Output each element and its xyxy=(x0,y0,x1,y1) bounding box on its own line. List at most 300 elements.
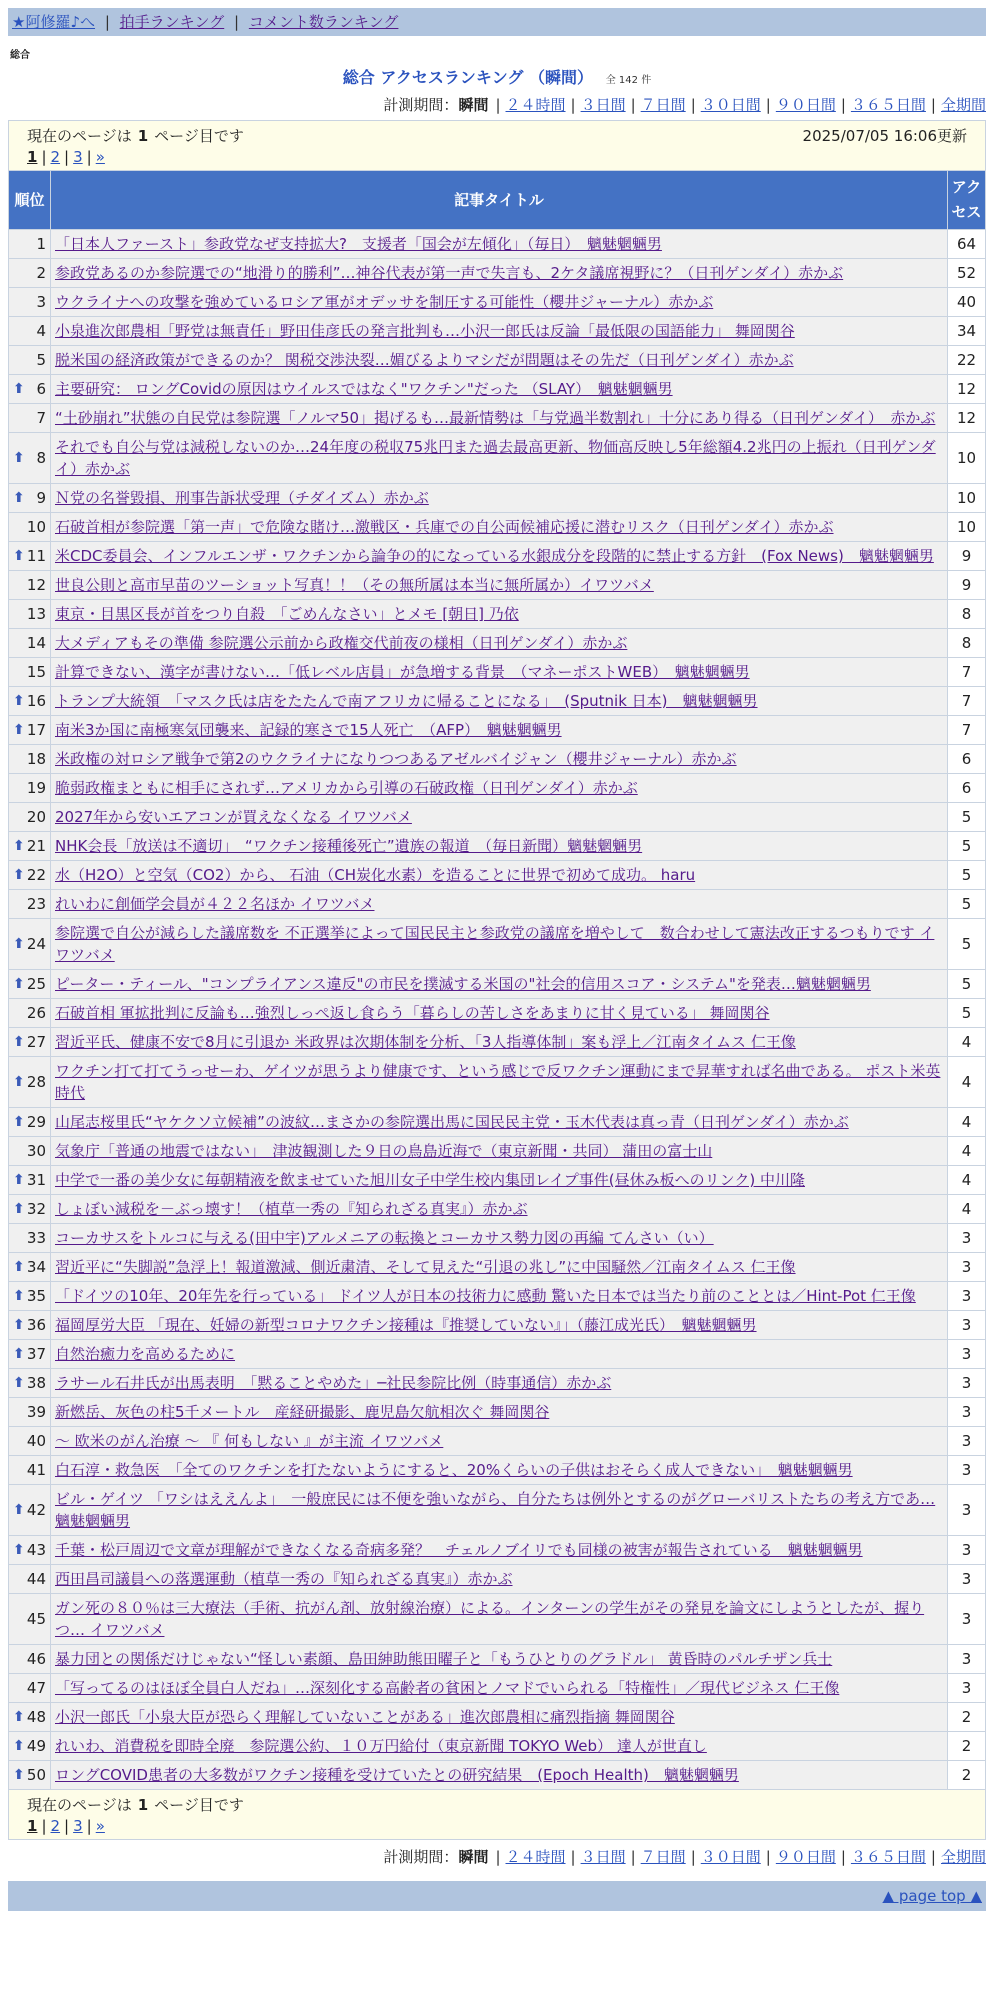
article-link[interactable]: 新燃岳、灰色の柱5千メートル 産経研撮影、鹿児島欠航相次ぐ 舞岡関谷 xyxy=(55,1403,550,1421)
rank-cell xyxy=(9,716,51,745)
table-row xyxy=(9,600,986,629)
rank-number: 23 xyxy=(26,895,46,913)
period-option-5[interactable]: ３６５日間 xyxy=(850,96,926,114)
rank-cell xyxy=(9,1761,51,1790)
article-link[interactable]: ガン死の８０％は三大療法（手術、抗がん剤、放射線治療）による。インターンの学生がその発見を論文にしようとしたが、握りつ… イワツバメ xyxy=(55,1599,925,1639)
table-row xyxy=(9,317,986,346)
rank-cell xyxy=(9,687,51,716)
period-option-5[interactable]: ３６５日間 xyxy=(850,1848,926,1866)
rank-cell xyxy=(9,1028,51,1057)
table-row xyxy=(9,919,986,970)
current-page-text xyxy=(27,125,244,146)
rank-number: 26 xyxy=(26,1004,46,1022)
title-cell xyxy=(51,1166,948,1195)
pager-separator: | xyxy=(86,1817,92,1835)
article-link[interactable]: 参院選で自公が減らした議席数を 不正選挙によって国民民主と参政党の議席を増やして 数合わせして憲法改正するつもりです イワツバメ xyxy=(55,924,935,964)
rank-number: 31 xyxy=(26,1171,46,1189)
access-count: 9 xyxy=(947,571,985,600)
access-count: 4 xyxy=(947,1195,985,1224)
bottom-bar xyxy=(8,1881,986,1911)
article-link[interactable]: 大メディアもその準備 参院選公示前から政権交代前夜の様相（日刊ゲンダイ）赤かぶ xyxy=(55,634,628,652)
period-label: 計測期間： xyxy=(383,1848,459,1866)
title-cell xyxy=(51,774,948,803)
table-row xyxy=(9,970,986,999)
pager-separator: | xyxy=(41,148,47,166)
article-link[interactable]: 世良公則と高市早苗のツーショット写真！！（その無所属は本当に無所属か）イワツバメ xyxy=(55,576,654,594)
table-row xyxy=(9,404,986,433)
title-cell xyxy=(51,404,948,433)
table-row xyxy=(9,1224,986,1253)
article-link[interactable]: “土砂崩れ”状態の自民党は参院選「ノルマ50」掲げるも…最新情勢は「与党過半数割れ」十分にあり得る（日刊ゲンダイ） 赤かぶ xyxy=(55,409,936,427)
article-link[interactable]: ウクライナへの攻撃を強めているロシア軍がオデッサを制圧する可能性（櫻井ジャーナル）赤かぶ xyxy=(55,293,714,311)
article-link[interactable]: 脆弱政権まともに相手にされず…アメリカから引導の石破政権（日刊ゲンダイ）赤かぶ xyxy=(55,779,638,797)
article-link[interactable]: ワクチン打て打てうっせーわ、ゲイツが思うより健康です、という感じで反ワクチン運動にまで昇華すれば名曲である。 ポスト米英時代 xyxy=(55,1062,941,1102)
title-cell xyxy=(51,1674,948,1703)
page-info-row-bottom xyxy=(9,1790,986,1840)
article-link[interactable]: ～ 欧米のがん治療 ～ 『 何もしない 』が主流 イワツバメ xyxy=(55,1432,444,1450)
article-link[interactable]: 米CDC委員会、インフルエンザ・ワクチンから論争の的になっている水銀成分を段階的に禁止する方針 (Fox News) 魑魅魍魎男 xyxy=(55,547,934,565)
access-count: 3 xyxy=(947,1224,985,1253)
table-row xyxy=(9,1253,986,1282)
page-suffix: ページ目です xyxy=(154,1796,244,1814)
rank-cell xyxy=(9,375,51,404)
title-cell xyxy=(51,1485,948,1536)
period-selector xyxy=(8,94,986,115)
access-count: 3 xyxy=(947,1565,985,1594)
access-count: 3 xyxy=(947,1340,985,1369)
rank-up-arrow-icon: ⬆ xyxy=(13,867,25,883)
article-link[interactable]: 山尾志桜里氏“ヤケクソ立候補”の波紋…まさかの参院選出馬に国民民主党・玉木代表は真っ青（日刊ゲンダイ）赤かぶ xyxy=(55,1113,849,1131)
section-label: 総合 xyxy=(10,50,30,61)
rank-up-arrow-icon: ⬆ xyxy=(13,1542,25,1558)
article-link[interactable]: 石破首相が参院選「第一声」で危険な賭け…激戦区・兵庫での自公両候補応援に潜むリスク（日刊ゲンダイ）赤かぶ xyxy=(55,518,834,536)
access-count: 9 xyxy=(947,542,985,571)
rank-number: 1 xyxy=(36,235,46,253)
rank-up-arrow-icon: ⬆ xyxy=(13,1709,25,1725)
rank-number: 5 xyxy=(36,351,46,369)
article-link[interactable]: 自然治癒力を高めるために xyxy=(55,1345,236,1363)
article-link[interactable]: れいわ、消費税を即時全廃 参院選公約、１０万円給付（東京新聞 TOKYO Web） 達人が世直し xyxy=(55,1737,707,1755)
rank-number: 32 xyxy=(26,1200,46,1218)
table-row xyxy=(9,999,986,1028)
rank-up-arrow-icon: ⬆ xyxy=(13,1114,25,1130)
title-cell xyxy=(51,919,948,970)
rank-cell xyxy=(9,1253,51,1282)
article-link[interactable]: 水（H2O）と空気（CO2）から、 石油（CH炭化水素）を造ることに世界で初めて成功。 haru xyxy=(55,866,696,884)
rank-cell xyxy=(9,1485,51,1536)
article-link[interactable]: 主要研究： ロングCovidの原因はウイルスではなく"ワクチン"だった （SLAY） 魑魅魍魎男 xyxy=(55,380,673,398)
article-link[interactable]: Ｎ党の名誉毀損、刑事告訴状受理（チダイズム）赤かぶ xyxy=(55,489,429,507)
table-row xyxy=(9,1398,986,1427)
period-separator: | xyxy=(690,1848,696,1866)
access-count: 5 xyxy=(947,999,985,1028)
pager-link-3[interactable]: 3 xyxy=(73,148,83,166)
table-row xyxy=(9,1311,986,1340)
access-count: 3 xyxy=(947,1456,985,1485)
comment-ranking-link[interactable]: コメント数ランキング xyxy=(248,13,399,31)
rank-number: 9 xyxy=(36,489,46,507)
table-row xyxy=(9,1028,986,1057)
current-page-number: 1 xyxy=(137,1796,149,1814)
access-count: 12 xyxy=(947,404,985,433)
rank-number: 16 xyxy=(26,692,46,710)
title-cell xyxy=(51,999,948,1028)
access-count: 5 xyxy=(947,861,985,890)
rank-up-arrow-icon: ⬆ xyxy=(13,548,25,564)
article-link[interactable]: それでも自公与党は減税しないのか…24年度の税収75兆円また過去最高更新、物価高反映し5年総額4.2兆円の上振れ（日刊ゲンダイ）赤かぶ xyxy=(55,438,936,478)
access-count: 5 xyxy=(947,803,985,832)
access-count: 8 xyxy=(947,600,985,629)
article-link[interactable]: ピーター・ティール、"コンプライアンス違反"の市民を撲滅する米国の"社会的信用スコア・システム"を発表…魑魅魍魎男 xyxy=(55,975,871,993)
rank-number: 34 xyxy=(26,1258,46,1276)
article-link[interactable]: 中学で一番の美少女に毎朝精液を飲ませていた旭川女子中学生校内集団レイプ事件(昼休み板へのリンク) 中川隆 xyxy=(55,1171,805,1189)
rank-cell xyxy=(9,1311,51,1340)
article-link[interactable]: 小沢一郎氏「小泉大臣が恐らく理解していないことがある」進次郎農相に痛烈指摘 舞岡関谷 xyxy=(55,1708,675,1726)
article-link[interactable]: 白石淳・救急医 「全てのワクチンを打たないようにすると、20%くらいの子供はおそらく成人できない」 魑魅魍魎男 xyxy=(55,1461,853,1479)
current-page-text xyxy=(27,1794,244,1815)
access-count: 10 xyxy=(947,433,985,484)
nav-separator: | xyxy=(104,13,110,31)
table-row xyxy=(9,571,986,600)
rank-up-arrow-icon: ⬆ xyxy=(13,693,25,709)
rank-cell xyxy=(9,346,51,375)
access-count: 34 xyxy=(947,317,985,346)
article-link[interactable]: 米政権の対ロシア戦争で第2のウクライナになりつつあるアゼルバイジャン（櫻井ジャーナル）赤かぶ xyxy=(55,750,737,768)
table-row xyxy=(9,1485,986,1536)
period-separator: | xyxy=(840,96,846,114)
home-link[interactable]: ★阿修羅♪へ xyxy=(12,13,96,31)
rank-cell xyxy=(9,1398,51,1427)
rank-number: 19 xyxy=(26,779,46,797)
rank-cell xyxy=(9,433,51,484)
access-count: 5 xyxy=(947,890,985,919)
access-count: 3 xyxy=(947,1674,985,1703)
title-cell xyxy=(51,1028,948,1057)
rank-cell xyxy=(9,1137,51,1166)
rank-cell xyxy=(9,1340,51,1369)
rank-up-arrow-icon: ⬆ xyxy=(13,1074,25,1090)
title-cell xyxy=(51,484,948,513)
table-row xyxy=(9,346,986,375)
rank-cell xyxy=(9,230,51,259)
page-title: 総合 アクセスランキング （瞬間） xyxy=(342,68,593,87)
article-link[interactable]: 千葉・松戸周辺で文章が理解ができなくなる奇病多発？ チェルノブイリでも同様の被害が報告されている 魑魅魍魎男 xyxy=(55,1541,863,1559)
title-cell xyxy=(51,571,948,600)
period-option-3[interactable]: ３０日間 xyxy=(700,1848,761,1866)
rank-up-arrow-icon: ⬆ xyxy=(13,1375,25,1391)
rank-number: 7 xyxy=(36,409,46,427)
rank-cell xyxy=(9,1057,51,1108)
rank-up-arrow-icon: ⬆ xyxy=(13,838,25,854)
title-cell xyxy=(51,317,948,346)
table-row xyxy=(9,1369,986,1398)
table-row xyxy=(9,259,986,288)
rank-number: 2 xyxy=(36,264,46,282)
article-link[interactable]: 「ドイツの10年、20年先を行っている」 ドイツ人が日本の技術力に感動 驚いた日本では当たり前のこととは／Hint-Pot 仁王像 xyxy=(55,1287,916,1305)
rank-number: 50 xyxy=(26,1766,46,1784)
access-count: 4 xyxy=(947,1028,985,1057)
rank-cell xyxy=(9,259,51,288)
table-row xyxy=(9,1282,986,1311)
article-link[interactable]: コーカサスをトルコに与える(田中宇)アルメニアの転換とコーカサス勢力図の再編 てんさい（い） xyxy=(55,1229,714,1247)
updated-timestamp: 2025/07/05 16:06更新 xyxy=(802,127,967,145)
rank-number: 45 xyxy=(26,1610,46,1628)
period-option-4[interactable]: ９０日間 xyxy=(775,1848,836,1866)
access-count: 7 xyxy=(947,687,985,716)
header-rank: 順位 xyxy=(9,171,51,230)
access-count: 6 xyxy=(947,745,985,774)
access-count: 3 xyxy=(947,1398,985,1427)
table-row xyxy=(9,1645,986,1674)
title-cell xyxy=(51,600,948,629)
table-row xyxy=(9,1427,986,1456)
title-cell xyxy=(51,716,948,745)
title-cell xyxy=(51,1057,948,1108)
access-count: 5 xyxy=(947,832,985,861)
ranking-table xyxy=(8,120,986,1840)
rank-cell xyxy=(9,1732,51,1761)
access-count: 4 xyxy=(947,1057,985,1108)
header-access: アクセス xyxy=(947,171,985,230)
rank-up-arrow-icon: ⬆ xyxy=(13,1502,25,1518)
rank-cell xyxy=(9,890,51,919)
title-cell xyxy=(51,1224,948,1253)
article-link[interactable]: NHK会長「放送は不適切」 “ワクチン接種後死亡”遺族の報道 （毎日新聞）魑魅魍魎男 xyxy=(55,837,643,855)
pager-link-2[interactable]: 2 xyxy=(50,148,61,166)
article-link[interactable]: 脱米国の経済政策ができるのか？ 関税交渉決裂…媚びるよりマシだが問題はその先だ（日刊ゲンダイ）赤かぶ xyxy=(55,351,794,369)
rank-cell xyxy=(9,1703,51,1732)
rank-cell xyxy=(9,803,51,832)
rank-cell xyxy=(9,658,51,687)
article-link[interactable]: 福岡厚労大臣 「現在、妊婦の新型コロナワクチン接種は『推奨していない』」（藤江成光氏） 魑魅魍魎男 xyxy=(55,1316,757,1334)
table-row xyxy=(9,1456,986,1485)
rank-cell xyxy=(9,1594,51,1645)
period-separator: | xyxy=(930,96,936,114)
access-count: 3 xyxy=(947,1645,985,1674)
rank-up-arrow-icon: ⬆ xyxy=(13,1201,25,1217)
page-suffix: ページ目です xyxy=(154,127,244,145)
pager-link-»[interactable]: » xyxy=(95,148,105,166)
period-option-2[interactable]: ７日間 xyxy=(640,96,686,114)
rank-number: 13 xyxy=(26,605,46,623)
table-row xyxy=(9,1565,986,1594)
title-cell xyxy=(51,861,948,890)
article-link[interactable]: 習近平に“失脚説”急浮上！報道激減、側近粛清、そして見えた“引退の兆し”に中国騒然／江南タイムス 仁王像 xyxy=(55,1258,796,1276)
title-cell xyxy=(51,1427,948,1456)
rank-cell xyxy=(9,404,51,433)
rank-up-arrow-icon: ⬆ xyxy=(13,1738,25,1754)
access-count: 3 xyxy=(947,1536,985,1565)
page-top-link[interactable]: ▲ page top ▲ xyxy=(882,1887,982,1905)
period-option-1[interactable]: ３日間 xyxy=(580,1848,626,1866)
period-option-2[interactable]: ７日間 xyxy=(640,1848,686,1866)
rank-cell xyxy=(9,1224,51,1253)
access-count: 52 xyxy=(947,259,985,288)
period-option-3[interactable]: ３０日間 xyxy=(700,96,761,114)
rank-cell xyxy=(9,600,51,629)
period-option-4[interactable]: ９０日間 xyxy=(775,96,836,114)
pager-link-3[interactable]: 3 xyxy=(73,1817,83,1835)
article-link[interactable]: 2027年から安いエアコンが買えなくなる イワツバメ xyxy=(55,808,412,826)
title-cell xyxy=(51,890,948,919)
rank-cell xyxy=(9,1536,51,1565)
period-option-1[interactable]: ３日間 xyxy=(580,96,626,114)
access-count: 5 xyxy=(947,970,985,999)
rank-number: 4 xyxy=(36,322,46,340)
pager xyxy=(15,148,979,166)
pager-separator: | xyxy=(64,148,70,166)
table-header xyxy=(9,171,986,230)
rank-number: 43 xyxy=(26,1541,46,1559)
rank-up-arrow-icon: ⬆ xyxy=(13,450,25,466)
rank-cell xyxy=(9,288,51,317)
rank-up-arrow-icon: ⬆ xyxy=(13,722,25,738)
rank-cell xyxy=(9,1427,51,1456)
title-cell xyxy=(51,1311,948,1340)
rank-up-arrow-icon: ⬆ xyxy=(13,1259,25,1275)
table-row xyxy=(9,1108,986,1137)
access-count: 5 xyxy=(947,919,985,970)
access-count: 7 xyxy=(947,658,985,687)
article-link[interactable]: 習近平氏、健康不安で8月に引退か 米政界は次期体制を分析、「3人指導体制」案も浮上／江南タイムス 仁王像 xyxy=(55,1033,796,1051)
article-link[interactable]: ビル・ゲイツ 「ワシはええんよ」 一般庶民には不便を強いながら、自分たちは例外とするのがグローバリストたちの考え方であ… 魑魅魍魎男 xyxy=(55,1490,936,1530)
rank-number: 22 xyxy=(26,866,46,884)
period-separator: | xyxy=(630,96,636,114)
article-link[interactable]: 暴力団との関係だけじゃない“怪しい素顔、島田紳助熊田曜子と「もうひとりのグラドル」 黄昏時のパルチザン兵士 xyxy=(55,1650,833,1668)
title-cell xyxy=(51,745,948,774)
rank-number: 38 xyxy=(26,1374,46,1392)
rank-number: 48 xyxy=(26,1708,46,1726)
article-link[interactable]: 東京・目黒区長が首をつり自殺 「ごめんなさい」とメモ [朝日] 乃依 xyxy=(55,605,519,623)
article-link[interactable]: 気象庁「普通の地震ではない」 津波観測した９日の鳥島近海で（東京新聞・共同） 蒲田の富士山 xyxy=(55,1142,713,1160)
period-option-6[interactable]: 全期間 xyxy=(940,96,986,114)
page-info-row xyxy=(9,121,986,171)
table-row xyxy=(9,230,986,259)
table-row xyxy=(9,288,986,317)
title-cell xyxy=(51,1398,948,1427)
table-row xyxy=(9,1536,986,1565)
rank-number: 17 xyxy=(26,721,46,739)
table-row xyxy=(9,687,986,716)
rank-number: 15 xyxy=(26,663,46,681)
article-link[interactable]: ラサール石井氏が出馬表明 「黙ることやめた」─社民参院比例（時事通信）赤かぶ xyxy=(55,1374,612,1392)
applause-ranking-link[interactable]: 拍手ランキング xyxy=(119,13,225,31)
pager-link-2[interactable]: 2 xyxy=(50,1817,61,1835)
article-link[interactable]: 「日本人ファースト」参政党なぜ支持拡大? 支援者「国会が左傾化」（毎日） 魑魅魍魎男 xyxy=(55,235,662,253)
title-cell xyxy=(51,803,948,832)
table-row xyxy=(9,774,986,803)
rank-number: 30 xyxy=(26,1142,46,1160)
table-row xyxy=(9,1674,986,1703)
rank-number: 14 xyxy=(26,634,46,652)
title-cell xyxy=(51,375,948,404)
article-link[interactable]: トランプ大統領 「マスク氏は店をたたんで南アフリカに帰ることになる」 (Sputnik 日本) 魑魅魍魎男 xyxy=(55,692,758,710)
rank-number: 42 xyxy=(26,1501,46,1519)
period-label: 計測期間： xyxy=(383,96,459,114)
rank-up-arrow-icon: ⬆ xyxy=(13,490,25,506)
rank-number: 21 xyxy=(26,837,46,855)
rank-number: 39 xyxy=(26,1403,46,1421)
rank-up-arrow-icon: ⬆ xyxy=(13,936,25,952)
access-count: 3 xyxy=(947,1369,985,1398)
title-cell xyxy=(51,1703,948,1732)
title-cell xyxy=(51,1340,948,1369)
article-link[interactable]: 南米3か国に南極寒気団襲来、記録的寒さで15人死亡 （AFP） 魑魅魍魎男 xyxy=(55,721,562,739)
period-option-0[interactable]: ２４時間 xyxy=(505,1848,566,1866)
article-link[interactable]: れいわに創価学会員が４２２名ほか イワツバメ xyxy=(55,895,375,913)
rank-cell xyxy=(9,1645,51,1674)
title-cell xyxy=(51,1137,948,1166)
title-cell xyxy=(51,687,948,716)
rank-up-arrow-icon: ⬆ xyxy=(13,976,25,992)
rank-number: 11 xyxy=(26,547,46,565)
article-link[interactable]: 参政党あるのか参院選での“地滑り的勝利”…神谷代表が第一声で失言も、2ケタ議席視野に？（日刊ゲンダイ）赤かぶ xyxy=(55,264,844,282)
rank-cell xyxy=(9,1565,51,1594)
table-row xyxy=(9,513,986,542)
rank-up-arrow-icon: ⬆ xyxy=(13,1288,25,1304)
access-count: 22 xyxy=(947,346,985,375)
pager-link-»[interactable]: » xyxy=(95,1817,105,1835)
rank-number: 12 xyxy=(26,576,46,594)
title-cell xyxy=(51,970,948,999)
page-info xyxy=(15,125,979,146)
title-cell xyxy=(51,1282,948,1311)
title-cell xyxy=(51,832,948,861)
access-count: 8 xyxy=(947,629,985,658)
table-row xyxy=(9,1166,986,1195)
rank-cell xyxy=(9,861,51,890)
rank-number: 8 xyxy=(36,449,46,467)
period-option-0[interactable]: ２４時間 xyxy=(505,96,566,114)
rank-cell xyxy=(9,1369,51,1398)
rank-number: 49 xyxy=(26,1737,46,1755)
rank-up-arrow-icon: ⬆ xyxy=(13,1034,25,1050)
rank-up-arrow-icon: ⬆ xyxy=(13,1317,25,1333)
title-cell xyxy=(51,433,948,484)
pager xyxy=(15,1817,979,1835)
period-separator: | xyxy=(495,96,501,114)
rank-cell xyxy=(9,774,51,803)
access-count: 2 xyxy=(947,1761,985,1790)
header-title: 記事タイトル xyxy=(51,171,948,230)
title-cell xyxy=(51,1645,948,1674)
rank-cell xyxy=(9,832,51,861)
title-row xyxy=(8,65,986,88)
article-link[interactable]: 石破首相 軍拡批判に反論も…強烈しっぺ返し食らう「暮らしの苦しさをあまりに甘く見ている」 舞岡関谷 xyxy=(55,1004,770,1022)
rank-cell xyxy=(9,484,51,513)
table-row xyxy=(9,832,986,861)
article-link[interactable]: しょぼい減税を－ぶっ壊す！（植草一秀の『知られざる真実』）赤かぶ xyxy=(55,1200,528,1218)
table-row xyxy=(9,1594,986,1645)
article-link[interactable]: 西田昌司議員への落選運動（植草一秀の『知られざる真実』）赤かぶ xyxy=(55,1570,513,1588)
access-count: 4 xyxy=(947,1137,985,1166)
access-count: 7 xyxy=(947,716,985,745)
access-count: 4 xyxy=(947,1166,985,1195)
total-count: 全 142 件 xyxy=(605,75,652,86)
article-link[interactable]: 「写ってるのはほぼ全員白人だね」…深刻化する高齢者の貧困とノマドでいられる「特権性」／現代ビジネス 仁王像 xyxy=(55,1679,840,1697)
period-option-6[interactable]: 全期間 xyxy=(940,1848,986,1866)
article-link[interactable]: 小泉進次郎農相「野党は無責任」野田佳彦氏の発言批判も…小沢一郎氏は反論「最低限の国語能力」 舞岡関谷 xyxy=(55,322,795,340)
rank-up-arrow-icon: ⬆ xyxy=(13,1346,25,1362)
access-count: 2 xyxy=(947,1732,985,1761)
rank-cell xyxy=(9,1456,51,1485)
article-link[interactable]: 計算できない、漢字が書けない…「低レベル店員」が急増する背景 （マネーポストWEB） 魑魅魍魎男 xyxy=(55,663,750,681)
rank-cell xyxy=(9,1108,51,1137)
article-link[interactable]: ロングCOVID患者の大多数がワクチン接種を受けていたとの研究結果 (Epoch Health) 魑魅魍魎男 xyxy=(55,1766,739,1784)
title-cell xyxy=(51,1761,948,1790)
title-cell xyxy=(51,1594,948,1645)
table-row xyxy=(9,375,986,404)
